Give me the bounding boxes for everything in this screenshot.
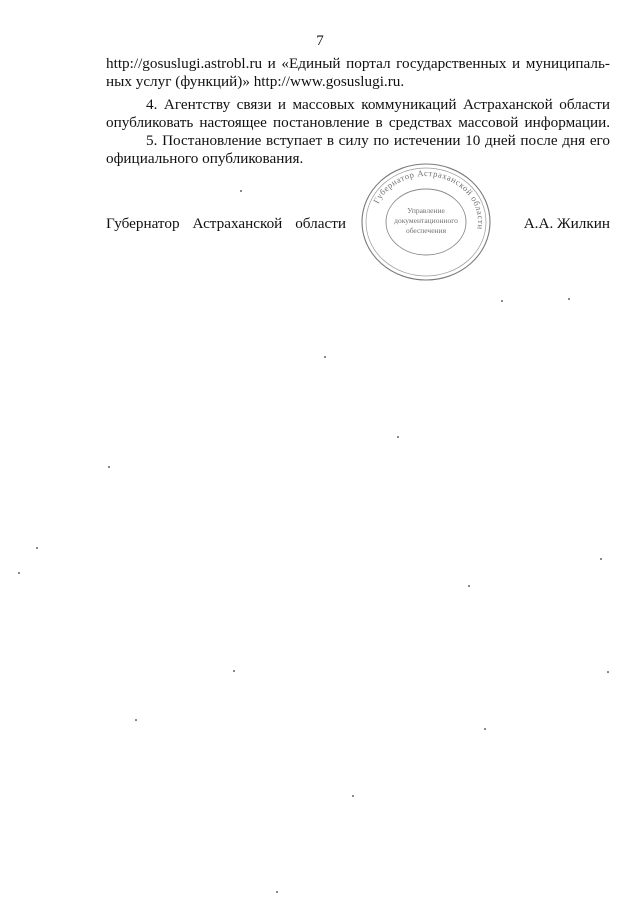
stamp-outer-text: Губернатор Астраханской области	[370, 167, 487, 231]
signatory-name: А.А. Жилкин	[523, 215, 610, 232]
scan-speck	[484, 728, 486, 730]
scan-speck	[501, 300, 503, 302]
scan-speck	[468, 585, 470, 587]
stamp-inner-line-1: Управление	[407, 206, 445, 215]
scan-speck	[600, 558, 602, 560]
paragraph-4-line-1: 4. Агентству связи и массовых коммуникаций Астраханской области	[146, 96, 610, 113]
scan-speck	[36, 547, 38, 549]
stamp-inner-line-2: документационного	[394, 216, 458, 225]
signatory-title: Губернатор Астраханской области	[106, 215, 346, 232]
body-line-1: http://gosuslugi.astrobl.ru и «Единый портал государственных и муниципаль-	[106, 55, 610, 72]
scan-speck	[607, 671, 609, 673]
scan-speck	[240, 190, 242, 192]
scan-speck	[135, 719, 137, 721]
official-stamp	[356, 158, 496, 286]
scan-speck	[352, 795, 354, 797]
stamp-inner-line-3: обеспечения	[405, 226, 447, 235]
scan-speck	[18, 572, 20, 574]
scan-speck	[276, 891, 278, 893]
scan-speck	[108, 466, 110, 468]
scan-speck	[568, 298, 570, 300]
paragraph-4-line-2: опубликовать настоящее постановление в средствах массовой информации.	[106, 114, 610, 131]
paragraph-5-line-1: 5. Постановление вступает в силу по истечении 10 дней после дня его	[146, 132, 610, 149]
page-number: 7	[316, 33, 324, 49]
paragraph-5-line-2: официального опубликования.	[106, 150, 304, 167]
body-line-2: ных услуг (функций)» http://www.gosuslugi.ru.	[106, 73, 405, 90]
scan-speck	[397, 436, 399, 438]
scan-speck	[233, 670, 235, 672]
scan-speck	[324, 356, 326, 358]
